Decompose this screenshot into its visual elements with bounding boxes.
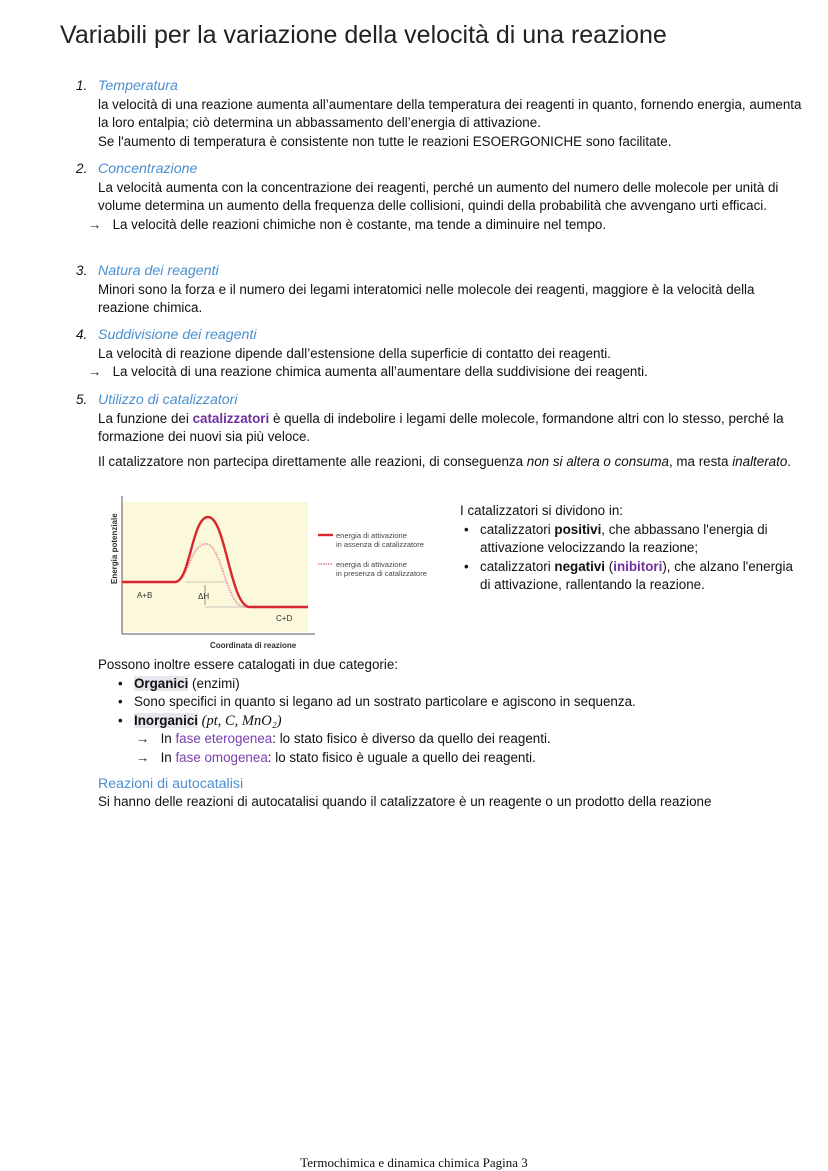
italic-text: inalterato <box>732 453 788 469</box>
highlight-term: fase eterogenea <box>175 731 273 747</box>
arrow-text: La velocità di una reazione chimica aumenta all’aumentare della suddivisione dei reagenti. <box>112 364 648 380</box>
text: catalizzatori <box>480 521 555 537</box>
item-number: 4. <box>76 327 88 342</box>
paragraph: Minori sono la forza e il numero dei legami interatomici nelle molecole dei reagenti, maggiore è la velocità della reazione chimica. <box>98 281 755 316</box>
arrow-note <box>88 363 806 382</box>
arrow-icon: → <box>136 749 150 765</box>
paragraph: Si hanno delle reazioni di autocatalisi quando il catalizzatore è un reagente o un prodotto della reazione <box>98 794 712 810</box>
item-number: 2. <box>76 161 88 176</box>
item-number: 3. <box>76 263 88 278</box>
paragraph: Possono inoltre essere catalogati in due categorie: <box>98 657 398 672</box>
arrow-icon: → <box>136 731 150 747</box>
item-title: Temperatura <box>98 78 178 94</box>
text: La funzione dei <box>98 410 193 426</box>
text: ), che alzano l'energia di attivazione, rallentando la reazione. <box>480 558 793 593</box>
text: In <box>160 731 176 747</box>
page-title: Variabili per la variazione della velocità di una reazione <box>60 21 667 49</box>
products-label: C+D <box>276 614 293 623</box>
formula: (pt, C, MnO₂) <box>198 712 282 729</box>
energy-diagram <box>100 494 460 654</box>
bold-text: negativi <box>554 558 606 574</box>
catalyst-types <box>460 502 800 595</box>
legend-text: energia di attivazione <box>336 560 407 569</box>
item-concentrazione <box>76 160 806 234</box>
item-number: 5. <box>76 392 88 407</box>
item-title: Utilizzo di catalizzatori <box>98 392 238 408</box>
y-axis-label: Energia potenziale <box>110 513 119 584</box>
legend-text: energia di attivazione <box>336 531 407 540</box>
item-title: Natura dei reagenti <box>98 263 219 279</box>
arrow-icon: → <box>88 216 102 232</box>
text: ( <box>605 558 614 574</box>
text: . <box>787 453 792 469</box>
paragraph <box>98 410 806 447</box>
delta-h-label: ΔH <box>198 592 210 601</box>
page-footer: Termochimica e dinamica chimica Pagina 3 <box>300 1155 528 1170</box>
item-title: Suddivisione dei reagenti <box>98 327 257 343</box>
legend-text: in assenza di catalizzatore <box>336 540 424 549</box>
arrow-note <box>88 216 806 235</box>
paragraph: La velocità di reazione dipende dall’estensione della superficie di contatto dei reagenti. <box>98 345 611 361</box>
paragraph: Se l'aumento di temperatura è consistente non tutte le reazioni ESOERGONICHE sono facilitate. <box>98 133 672 149</box>
arrow-icon: → <box>88 364 102 380</box>
item-natura <box>76 262 806 318</box>
list-item <box>460 521 800 558</box>
text: , ma resta <box>668 453 733 469</box>
text: (enzimi) <box>188 675 240 691</box>
text: è quella di indebolire i legami delle molecole, formandone altri con lo stesso, perché la formazione dei nuovi sia più veloce. <box>98 410 784 445</box>
item-number: 1. <box>76 78 88 93</box>
arrow-text: La velocità delle reazioni chimiche non è costante, ma tende a diminuire nel tempo. <box>112 216 607 232</box>
list-item <box>114 675 828 694</box>
paragraph: La velocità aumenta con la concentrazione dei reagenti, perché un aumento del numero delle molecole per unità di volume determina un aumento della frequenza delle collisioni, quindi della probabilità che avvengano urti efficaci. <box>98 179 779 214</box>
italic-text: non si altera o consuma <box>526 453 669 469</box>
text: Il catalizzatore non partecipa direttamente alle reazioni, di conseguenza <box>98 453 527 469</box>
list-item <box>114 712 828 731</box>
categories-section <box>98 656 828 812</box>
arrow-note <box>136 749 828 768</box>
text: : lo stato fisico è uguale a quello dei reagenti. <box>267 749 536 765</box>
item-suddivisione <box>76 326 806 382</box>
item-temperatura <box>76 77 806 151</box>
text: In <box>160 749 176 765</box>
highlight-term: Organici <box>134 675 189 691</box>
catalyst-intro: I catalizzatori si dividono in: <box>460 503 623 518</box>
highlight-term: catalizzatori <box>192 410 270 426</box>
highlight-term: fase omogenea <box>175 749 268 765</box>
x-axis-label: Coordinata di reazione <box>210 641 297 650</box>
text: catalizzatori <box>480 558 555 574</box>
section-heading: Reazioni di autocatalisi <box>98 775 244 792</box>
legend-text: in presenza di catalizzatore <box>336 569 427 578</box>
text: Sono specifici in quanto si legano ad un sostrato particolare e agiscono in sequenza. <box>134 694 636 710</box>
text: , che abbassano l'energia di attivazione velocizzando la reazione; <box>480 521 768 556</box>
bold-text: positivi <box>554 521 602 537</box>
arrow-note <box>136 730 828 749</box>
highlight-term: Inorganici <box>134 712 198 728</box>
list-item <box>460 558 800 595</box>
text: : lo stato fisico è diverso da quello dei reagenti. <box>272 731 551 747</box>
list-item <box>114 693 828 712</box>
item-title: Concentrazione <box>98 161 198 177</box>
paragraph <box>98 453 806 472</box>
paragraph: la velocità di una reazione aumenta all’aumentare della temperatura dei reagenti in quanto, fornendo energia, aumenta la loro entalpia; ciò determina un abbassamento dell’energia di attivazione. <box>98 96 802 131</box>
item-catalizzatori <box>76 391 806 471</box>
reactants-label: A+B <box>137 591 153 600</box>
highlight-term: inibitori <box>613 558 663 574</box>
